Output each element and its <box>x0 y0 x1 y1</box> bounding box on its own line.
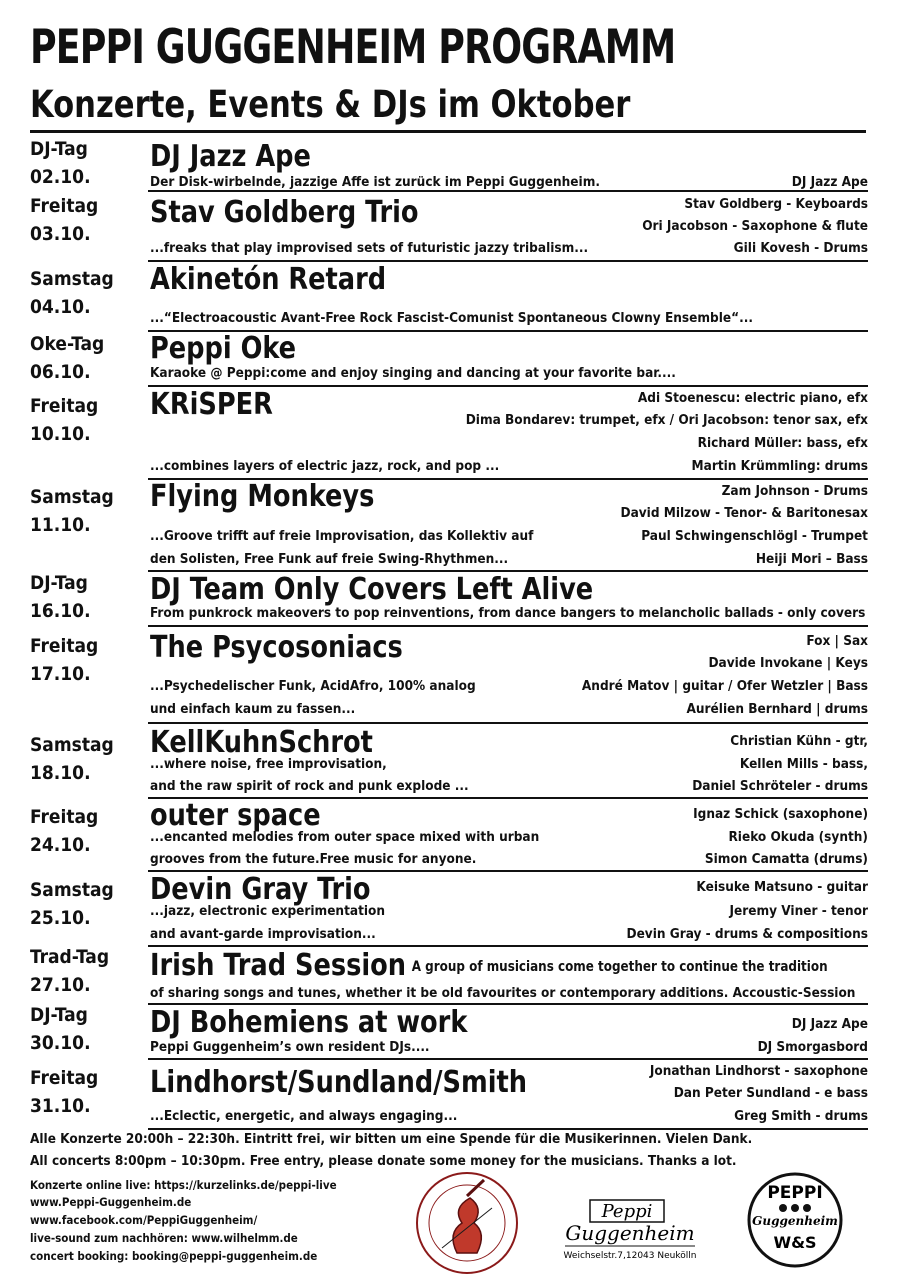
event-description: und einfach kaum zu fassen... <box>150 701 356 717</box>
event-separator <box>148 625 868 627</box>
footer-english: All concerts 8:00pm – 10:30pm. Free entry, please donate some money for the musicians. Thanks a lot. <box>30 1153 737 1169</box>
event-date: 24.10. <box>30 834 91 856</box>
footer-link-livesound[interactable]: live-sound zum nachhören: www.wilhelmm.de <box>30 1231 298 1245</box>
event-day: Samstag <box>30 734 114 756</box>
event-description: ...Eclectic, energetic, and always engaging... <box>150 1108 458 1124</box>
event-description: ...Psychedelischer Funk, AcidAfro, 100% analog <box>150 678 476 694</box>
peace-love-peppi-logo <box>412 1168 522 1278</box>
event-name: KRiSPER <box>150 387 273 422</box>
event-description: of sharing songs and tunes, whether it be old favourites or contemporary additions. Accoustic-Session <box>150 985 856 1001</box>
event-musician: Davide Invokane | Keys <box>708 655 868 671</box>
event-day: Samstag <box>30 268 114 290</box>
event-day: Freitag <box>30 195 99 217</box>
event-musician: Dima Bondarev: trumpet, efx / Ori Jacobson: tenor sax, efx <box>465 412 868 428</box>
event-musician: Simon Camatta (drums) <box>704 851 868 867</box>
event-description: ...freaks that play improvised sets of futuristic jazzy tribalism... <box>150 240 589 256</box>
event-separator <box>148 722 868 724</box>
event-separator <box>148 1058 868 1060</box>
event-date: 18.10. <box>30 762 91 784</box>
event-description: ...encanted melodies from outer space mixed with urban <box>150 829 540 845</box>
event-musician: Martin Krümmling: drums <box>691 458 868 474</box>
event-musician: Keisuke Matsuno - guitar <box>696 879 868 895</box>
logo3-bot: W&S <box>773 1233 817 1252</box>
event-name: The Psycosoniacs <box>150 630 403 665</box>
event-musician: Stav Goldberg - Keyboards <box>684 196 868 212</box>
event-name: Devin Gray Trio <box>150 872 371 907</box>
event-name: DJ Bohemiens at work <box>150 1005 468 1040</box>
event-description: ...where noise, free improvisation, <box>150 756 387 772</box>
event-musician: Kellen Mills - bass, <box>739 756 868 772</box>
event-description: grooves from the future.Free music for anyone. <box>150 851 477 867</box>
event-day: Freitag <box>30 806 99 828</box>
event-name: DJ Team Only Covers Left Alive <box>150 572 594 607</box>
event-date: 10.10. <box>30 423 91 445</box>
event-date: 30.10. <box>30 1032 91 1054</box>
page-subtitle: Konzerte, Events & DJs im Oktober <box>30 83 631 126</box>
event-day: DJ-Tag <box>30 572 88 594</box>
event-musician: Devin Gray - drums & compositions <box>626 926 868 942</box>
logo3-top: PEPPI <box>767 1183 823 1203</box>
event-musician: Gili Kovesh - Drums <box>733 240 868 256</box>
event-musician: Jonathan Lindhorst - saxophone <box>649 1063 868 1079</box>
event-name: Flying Monkeys <box>150 479 375 514</box>
event-musician: Paul Schwingenschlögl - Trumpet <box>641 528 868 544</box>
event-day: Samstag <box>30 879 114 901</box>
header-rule <box>30 130 866 133</box>
event-musician: Fox | Sax <box>806 633 868 649</box>
event-description: ...combines layers of electric jazz, rock, and pop ... <box>150 458 500 474</box>
event-name: Lindhorst/Sundland/Smith <box>150 1065 528 1100</box>
event-description: den Solisten, Free Funk auf freie Swing-Rhythmen... <box>150 551 509 567</box>
logo2-name: Peppi <box>601 1201 653 1222</box>
event-description: Der Disk-wirbelnde, jazzige Affe ist zurück im Peppi Guggenheim. <box>150 174 600 190</box>
event-description: and avant-garde improvisation... <box>150 926 376 942</box>
event-musician: DJ Jazz Ape <box>791 1016 868 1032</box>
event-date: 02.10. <box>30 166 91 188</box>
event-name <box>150 948 828 983</box>
event-date: 27.10. <box>30 974 91 996</box>
event-musician: Greg Smith - drums <box>734 1108 868 1124</box>
event-day: Samstag <box>30 486 114 508</box>
event-musician: Dan Peter Sundland - e bass <box>673 1085 868 1101</box>
event-musician: Adi Stoenescu: electric piano, efx <box>637 390 868 406</box>
event-name: outer space <box>150 798 321 833</box>
event-musician: Christian Kühn - gtr, <box>730 733 868 749</box>
event-musician: David Milzow - Tenor- & Baritonesax <box>620 505 868 521</box>
event-separator <box>148 190 868 192</box>
event-name-text: Irish Trad Session <box>150 948 407 983</box>
event-date: 17.10. <box>30 663 91 685</box>
event-date: 25.10. <box>30 907 91 929</box>
event-day: Freitag <box>30 395 99 417</box>
event-musician: André Matov | guitar / Ofer Wetzler | Bass <box>581 678 868 694</box>
event-musician: DJ Jazz Ape <box>791 174 868 190</box>
event-description: ...jazz, electronic experimentation <box>150 903 386 919</box>
event-description: ...Groove trifft auf freie Improvisation, das Kollektiv auf <box>150 528 534 544</box>
event-musician: Jeremy Viner - tenor <box>729 903 868 919</box>
event-name: KellKuhnSchrot <box>150 725 373 760</box>
event-day: Freitag <box>30 1067 99 1089</box>
event-name: Stav Goldberg Trio <box>150 195 419 230</box>
event-name: Akinetón Retard <box>150 262 387 297</box>
peppi-ws-logo <box>745 1170 845 1270</box>
event-musician: Zam Johnson - Drums <box>721 483 868 499</box>
event-day: Freitag <box>30 635 99 657</box>
footer-link-facebook[interactable]: www.facebook.com/PeppiGuggenheim/ <box>30 1213 258 1227</box>
event-name: DJ Jazz Ape <box>150 139 311 174</box>
logo3-mid: Guggenheim <box>752 1214 838 1228</box>
event-description: and the raw spirit of rock and punk explode ... <box>150 778 469 794</box>
event-date: 11.10. <box>30 514 91 536</box>
event-separator <box>148 945 868 947</box>
event-inline-description: A group of musicians come together to continue the tradition <box>411 958 828 975</box>
event-separator <box>148 1128 868 1130</box>
footer-german: Alle Konzerte 20:00h – 22:30h. Eintritt frei, wir bitten um eine Spende für die Musikerinnen. Vielen Dank. <box>30 1131 753 1147</box>
event-description: From punkrock makeovers to pop reinventions, from dance bangers to melancholic ballads - only covers <box>150 605 866 621</box>
event-description: Karaoke @ Peppi:come and enjoy singing and dancing at your favorite bar.... <box>150 365 676 381</box>
event-date: 04.10. <box>30 296 91 318</box>
event-date: 16.10. <box>30 600 91 622</box>
peppi-guggenheim-logo <box>560 1198 700 1268</box>
event-day: Trad-Tag <box>30 946 110 968</box>
event-day: Oke-Tag <box>30 333 105 355</box>
event-date: 31.10. <box>30 1095 91 1117</box>
footer-link-live[interactable]: Konzerte online live: https://kurzelinks.de/peppi-live <box>30 1178 337 1192</box>
logo2-sub: Guggenheim <box>565 1221 695 1245</box>
event-description: Peppi Guggenheim’s own resident DJs.... <box>150 1039 430 1055</box>
event-musician: Daniel Schröteler - drums <box>692 778 868 794</box>
event-musician: DJ Smorgasbord <box>757 1039 868 1055</box>
footer-link-booking[interactable]: concert booking: booking@peppi-guggenheim.de <box>30 1249 318 1263</box>
event-musician: Aurélien Bernhard | drums <box>686 701 868 717</box>
event-musician: Ignaz Schick (saxophone) <box>693 806 868 822</box>
logo2-address: Weichselstr.7,12043 Neukölln <box>563 1251 697 1261</box>
page-title: PEPPI GUGGENHEIM PROGRAMM <box>30 20 676 75</box>
event-day: DJ-Tag <box>30 1004 88 1026</box>
event-description: ...“Electroacoustic Avant-Free Rock Fascist-Comunist Spontaneous Clowny Ensemble“... <box>150 310 753 326</box>
event-musician: Rieko Okuda (synth) <box>728 829 868 845</box>
footer-link-website[interactable]: www.Peppi-Guggenheim.de <box>30 1195 192 1209</box>
event-musician: Richard Müller: bass, efx <box>697 435 868 451</box>
event-name: Peppi Oke <box>150 331 297 366</box>
event-musician: Heiji Mori – Bass <box>755 551 868 567</box>
event-musician: Ori Jacobson - Saxophone & flute <box>642 218 868 234</box>
event-day: DJ-Tag <box>30 138 88 160</box>
event-date: 03.10. <box>30 223 91 245</box>
event-date: 06.10. <box>30 361 91 383</box>
